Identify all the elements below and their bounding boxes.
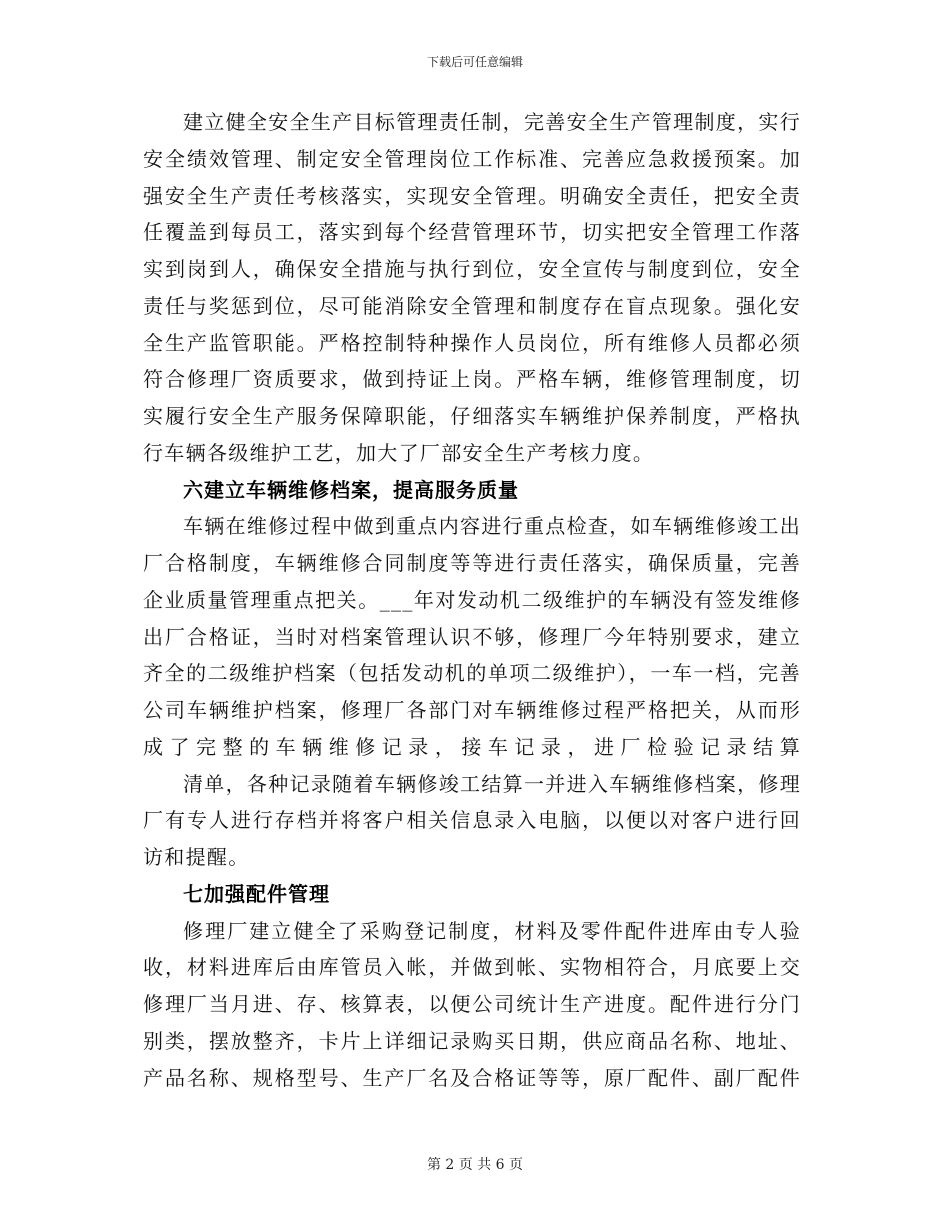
section-heading-parts-management: 七加强配件管理 — [183, 881, 330, 906]
paragraph-safety-management: 建立健全安全生产目标管理责任制，完善安全生产管理制度，实行安全绩效管理、制定安全管理岗位工作标准、完善应急救援预案。加强安全生产责任考核落实，实现安全管理。明确安全责任，把安全责任覆盖到每员工，落实到每个经营管理环节，切实把安全管理工作落实到岗到人，确保安全措施与执行到位，安全宣传与制度到位，安全责任与奖惩到位，尽可能消除安全管理和制度存在盲点现象。强化安全生产监管职能。严格控制特种操作人员岗位，所有维修人员都必须符合修理厂资质要求，做到持证上岗。严格车辆，维修管理制度，切实履行安全生产服务保障职能，仔细落实车辆维护保养制度，严格执行车辆各级维护工艺，加大了厂部安全生产考核力度。 — [143, 110, 801, 465]
page-footer-page-number: 第 2 页 共 6 页 — [426, 1157, 524, 1173]
paragraph-parts-management: 修理厂建立健全了采购登记制度，材料及零件配件进库由专人验收，材料进库后由库管员入帐，并做到帐、实物相符合，月底要上交修理厂当月进、存、核算表，以便公司统计生产进度。配件进行分门别类，摆放整齐，卡片上详细记录购买日期，供应商品名称、地址、产品名称、规格型号、生产厂名及合格证等等，原厂配件、副厂配件 — [143, 918, 801, 1090]
section-heading-repair-archives: 六建立车辆维修档案，提高服务质量 — [183, 477, 519, 502]
paragraph-archive-records: 清单，各种记录随着车辆修竣工结算一并进入车辆维修档案，修理厂有专人进行存档并将客户相关信息录入电脑，以便以对客户进行回访和提醒。 — [143, 771, 801, 869]
page-header: 下载后可任意编辑 — [426, 55, 523, 69]
document-body — [143, 104, 801, 1096]
paragraph-repair-archives: 车辆在维修过程中做到重点内容进行重点检查，如车辆维修竣工出厂合格制度，车辆维修合同制度等等进行责任落实，确保质量，完善企业质量管理重点把关。___年对发动机二级维护的车辆没有签发维修出厂合格证，当时对档案管理认识不够，修理厂今年特别要求，建立齐全的二级维护档案（包括发动机的单项二级维护），一车一档，完善公司车辆维护档案，修理厂各部门对车辆维修过程严格把关，从而形成了完整的车辆维修记录，接车记录，进厂检验记录结算 — [143, 514, 801, 759]
